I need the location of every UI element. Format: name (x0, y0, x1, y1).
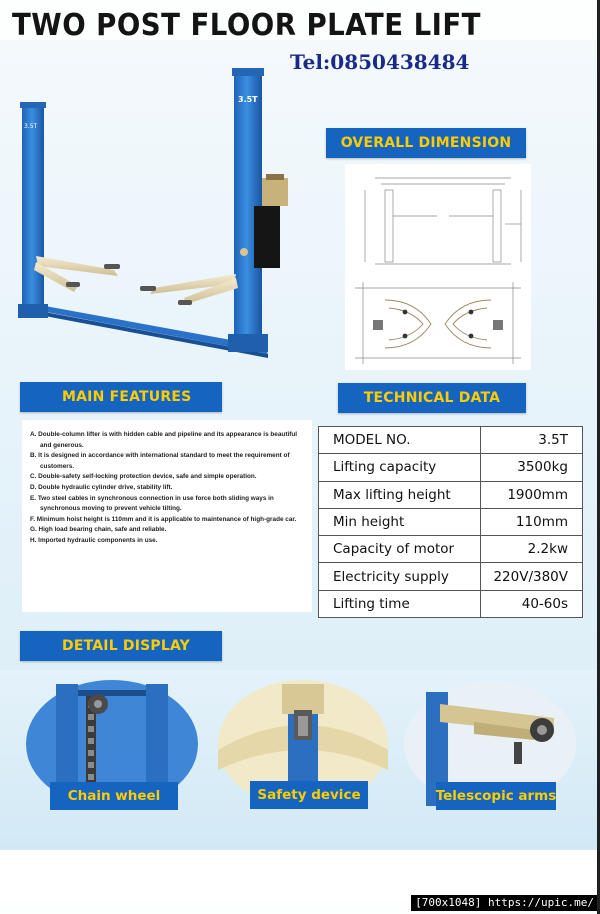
table-row (319, 536, 583, 563)
feature-item: B. It is designed in accordance with international standard to meet the requirement of customers. (30, 452, 290, 470)
table-row (319, 508, 583, 535)
feature-item: E. Two steel cables in synchronous connection in use force both sliding ways in synchronous moving to prevent vehicle tilting. (30, 494, 274, 513)
spec-value: 220V/380V (481, 563, 583, 590)
spec-value: 110mm (481, 508, 583, 535)
spec-value: 2.2kw (481, 536, 583, 563)
safety-device-label: Safety device (250, 781, 368, 809)
technical-data-table (318, 426, 583, 618)
spec-name: Min height (319, 508, 481, 535)
table-row (319, 563, 583, 590)
left-post (22, 104, 44, 314)
spec-name: Electricity supply (319, 563, 481, 590)
footer-band (0, 850, 600, 900)
feature-item: C. Double-safety self-locking protection device, safe and simple operation. (30, 473, 257, 481)
main-features-panel (22, 420, 312, 612)
telephone-number: Tel:0850438484 (290, 50, 470, 74)
spec-value: 3500kg (481, 454, 583, 481)
table-row (319, 481, 583, 508)
spec-value: 40-60s (481, 590, 583, 617)
feature-item: H. Imported hydraulic components in use. (30, 536, 158, 544)
chain-wheel-label: Chain wheel (50, 782, 178, 810)
features-list (22, 420, 312, 547)
motor-unit (262, 178, 288, 206)
feature-item: F. Minimum hoist height is 110mm and it is applicable to maintenance of high-grade car. (30, 515, 297, 523)
feature-item: G. High load bearing chain, safe and reliable. (30, 526, 167, 534)
spec-name: Lifting time (319, 590, 481, 617)
table-row (319, 427, 583, 454)
feature-item: A. Double-column lifter is with hidden cable and pipeline and its appearance is beautiful and generous. (30, 431, 298, 449)
image-host-watermark: [700x1048] https://upic.me/ (411, 895, 598, 911)
table-row (319, 454, 583, 481)
spec-name: Max lifting height (319, 481, 481, 508)
overall-dimension-drawing (345, 164, 531, 370)
overall-dimension-banner: OVERALL DIMENSION (326, 128, 526, 158)
feature-item: D. Double hydraulic cylinder drive, stability lift. (30, 483, 173, 491)
two-post-lift-illustration (14, 66, 304, 366)
left-post-label: 3.5T (24, 123, 38, 130)
technical-data-banner: TECHNICAL DATA (338, 383, 526, 413)
right-post-label: 3.5T (238, 95, 258, 104)
spec-value: 3.5T (481, 427, 583, 454)
spec-name: Capacity of motor (319, 536, 481, 563)
main-features-banner: MAIN FEATURES (20, 382, 222, 412)
table-row (319, 590, 583, 617)
spec-name: Lifting capacity (319, 454, 481, 481)
spec-name: MODEL NO. (319, 427, 481, 454)
spec-value: 1900mm (481, 481, 583, 508)
telescopic-arms-label: Telescopic arms (436, 782, 556, 810)
detail-display-banner: DETAIL DISPLAY (20, 631, 222, 661)
page-title: TWO POST FLOOR PLATE LIFT (12, 8, 481, 43)
